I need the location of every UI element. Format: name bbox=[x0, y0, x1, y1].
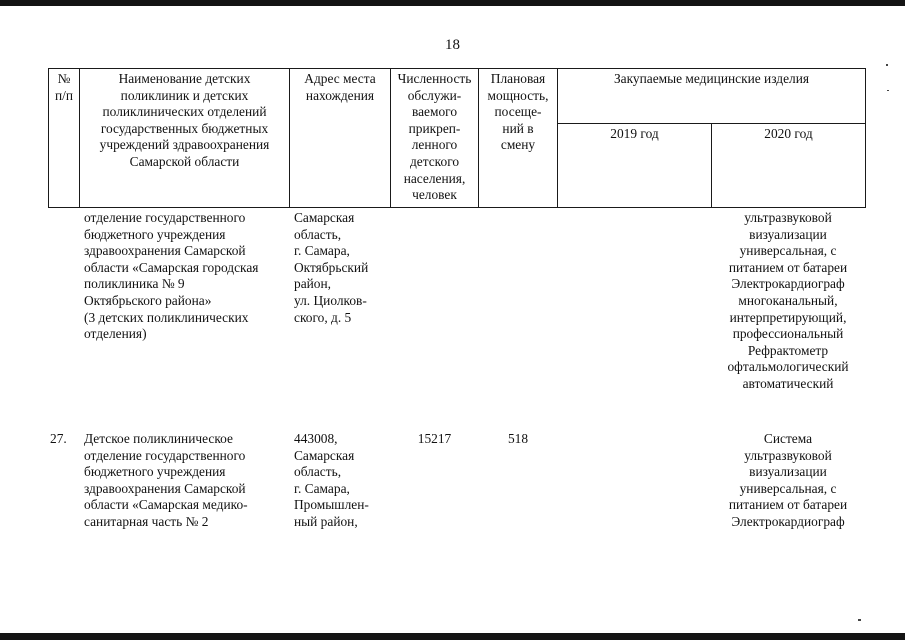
scan-speck bbox=[887, 90, 889, 91]
scan-bottom-edge bbox=[0, 633, 905, 640]
table-top-border bbox=[48, 68, 866, 69]
header-num: № п/п bbox=[54, 71, 74, 103]
header-devices: Закупаемые медицинские изделия bbox=[613, 71, 810, 86]
row-address: 443008, Самарская область, г. Самара, Промышлен- ный район, bbox=[294, 431, 369, 529]
header-2019: 2019 год bbox=[610, 126, 659, 141]
row-devices-2020: Система ультразвуковой визуализации универсальная, с питанием от батареи Электрокардиограф bbox=[728, 431, 848, 529]
header-name: Наименование детских поликлиник и детских поликлинических отделений государственных бюджетных учреждений здравоохранения Самарской области bbox=[99, 71, 270, 169]
page-number: 18 bbox=[445, 37, 460, 53]
header-address: Адрес места нахождения bbox=[304, 71, 376, 103]
row-num: 27. bbox=[50, 431, 67, 446]
row-population: 15217 bbox=[417, 431, 452, 446]
header-capacity: Плановая мощность, посеще- ний в смену bbox=[487, 71, 549, 153]
row-capacity: 518 bbox=[507, 431, 529, 446]
column-divider-right-edge bbox=[865, 68, 866, 208]
row-institution-name: Детское поликлиническое отделение государственного бюджетного учреждения здравоохранения Самарской области «Самарская медико- санитарная часть № 2 bbox=[84, 431, 248, 529]
scan-top-edge bbox=[0, 0, 905, 6]
row-address: Самарская область, г. Самара, Октябрьский район, ул. Циолков- ского, д. 5 bbox=[294, 210, 369, 325]
header-population: Численность обслужи- ваемого прикреп- ленного детского населения, человек bbox=[397, 71, 472, 203]
scan-speck bbox=[858, 619, 861, 621]
header-2020: 2020 год bbox=[764, 126, 813, 141]
scan-speck bbox=[886, 64, 888, 66]
row-devices-2020: ультразвуковой визуализации универсальная, с питанием от батареи Электрокардиограф многоканальный, интерпретирующий, профессиональный Рефрактометр офтальмологический автоматический bbox=[727, 210, 849, 391]
table-header-bottom-border bbox=[48, 207, 866, 208]
row-institution-name: отделение государственного бюджетного учреждения здравоохранения Самарской области «Самарская городская поликлиника № 9 Октябрьского района» (3 детских поликлинических отделения) bbox=[84, 210, 259, 342]
